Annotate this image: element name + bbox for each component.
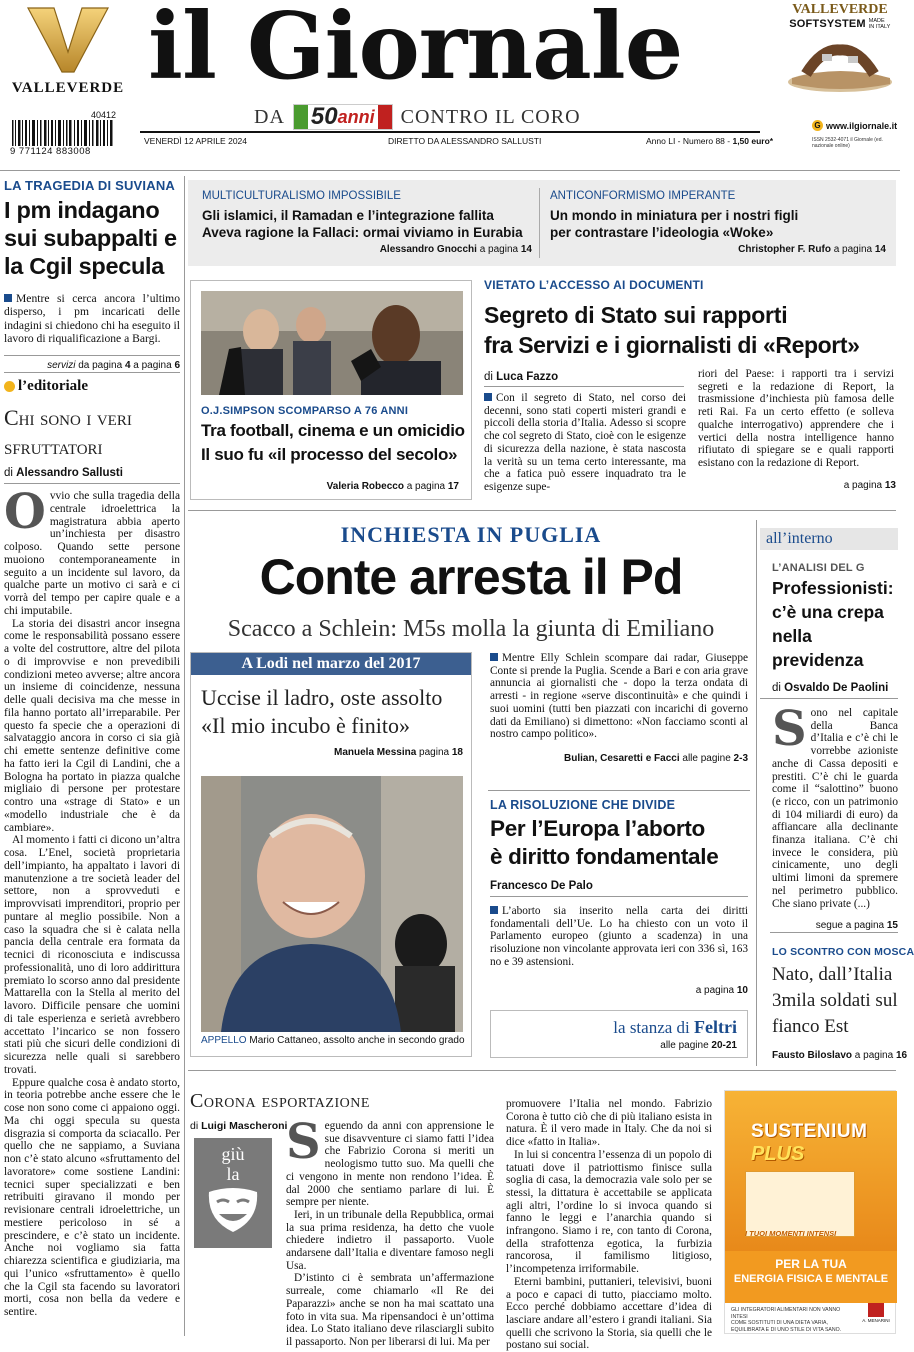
editoriale-author: di Alessandro Sallusti: [4, 467, 180, 484]
top-right-ref[interactable]: Christopher F. Rufo a pagina 14: [738, 244, 886, 255]
sustenium-slogan: I TUOI MOMENTI INTENSI: [745, 1229, 837, 1238]
report-author: di Luca Fazzo: [484, 371, 684, 387]
left-brand-text: VALLEVERDE: [11, 80, 125, 96]
right-brand-ad: [782, 2, 898, 100]
right-brand-valleverde: VALLEVERDE: [792, 2, 888, 17]
sustenium-box-image: [745, 1171, 855, 1237]
feltri-ref: alle pagine 20-21: [660, 1040, 737, 1051]
masthead-date: VENERDÌ 12 APRILE 2024: [144, 136, 248, 146]
interno-headline[interactable]: Professionisti: c’è una crepa nella previdenza: [772, 578, 894, 670]
main-headline[interactable]: Conte arresta il Pd: [259, 549, 683, 605]
mosca-article: [772, 946, 914, 1061]
right-brand-made: MADE IN ITALY: [868, 18, 891, 30]
masthead-tagline: [254, 104, 581, 130]
interno-body: Sono nel capitale della Banca d’Italia e c’è chi le vorrebbe azioniste anche di Cassa depositi e prestiti. C’è chi le guarda come il “salottino” buono (e ricco, con un patrimonio di 104 miliardi di euro) da affiancare alla declinante finanza italiana. C’è chi invece le considera, più cinicamente, uno degli ultimi limoni da spremere nel perimetro pubblico. Che siano private (...): [772, 701, 898, 910]
feltri-pre: la stanza di: [613, 1018, 695, 1037]
europa-line1[interactable]: Per l’Europa l’aborto: [490, 816, 705, 841]
suviana-body: Mentre si cerca ancora l’ultimo disperso, i pm incaricati delle indagini si chiedono chi ha eseguito il lavoro di riqualificazione a Bargi.: [4, 292, 180, 345]
mosca-headline[interactable]: Nato, dall’Italia 3mila soldati sul fianco Est: [772, 964, 898, 1037]
lodi-line2[interactable]: «Il mio incubo è finito»: [201, 713, 410, 738]
suviana-kicker: LA TRAGEDIA DI SUVIANA: [4, 178, 175, 193]
editoriale-dropcap: O: [4, 484, 46, 540]
menarini-icon: [868, 1303, 884, 1317]
mosca-ref[interactable]: Fausto Biloslavo a pagina 16: [772, 1050, 908, 1061]
tagline-50: 50: [310, 103, 338, 130]
masthead-rule: [140, 131, 760, 133]
left-brand-logo: [8, 2, 128, 94]
europa-kicker: LA RISOLUZIONE CHE DIVIDE: [490, 798, 676, 812]
bullet-square: [4, 294, 12, 302]
report-col1: Con il segreto di Stato, nel corso dei decenni, sono stati coperti misteri grandi e piccoli della storia d’Italia. Adesso si scopre che col segreto di Stato, cioè con le esigenze di sicurezza della nazione, è stata nascosta la verità su un tema certo interessante, ma che a fatica può essere inquadrato tra le esigenze supe-: [484, 392, 686, 493]
editoriale-g-icon: [4, 381, 15, 392]
top-right-kicker: ANTICONFORMISMO IMPERANTE: [550, 190, 736, 202]
tagline-da: DA: [254, 105, 285, 128]
top-left-kicker: MULTICULTURALISMO IMPOSSIBILE: [202, 190, 401, 202]
masthead-director: DIRETTO DA ALESSANDRO SALLUSTI: [388, 136, 542, 146]
oj-line1[interactable]: Tra football, cinema e un omicidio: [201, 421, 465, 440]
top-right-line1[interactable]: Un mondo in miniatura per i nostri figli: [550, 208, 799, 223]
editoriale-label: l’editoriale: [18, 378, 88, 394]
tagline-anni: anni: [337, 106, 375, 127]
corona-col2: promuovere l’Italia nel mondo. Fabrizio Corona è tutto ciò che di più italiano esista in natura. È il vero made in Italy. Che da noi si dice «fatto in Italia». In lui si concentra l’essenza di un popolo di tatuati dove il patriottismo finisce sulla soglia di casa, la democrazia vale solo per se stessi, la dittatura è accettabile se applicata agli altri, l’ordine lo si invoca quando si fanno le leggi e l’anarchia quando si infrangono. Siamo i re, con tanto di Corona, della strafottenza egotica, la furbizia rancorosa, il familismo litigioso, l’incompetenza irriformabile. Eterni bambini, puttanieri, televisivi, buoni a poco e capaci di tutto, piacciamo molto. Ecco perché dobbiamo accettare d’idea di lasciare andare all’estero i grandi italiani. Sia quelli che scrivono la Storia, sia quelli che le postano sui social.: [506, 1098, 712, 1352]
sustenium-line2: ENERGIA FISICA E MENTALE: [733, 1273, 889, 1285]
lodi-banner: A Lodi nel marzo del 2017: [191, 653, 471, 675]
comedy-mask-icon: [203, 1186, 263, 1236]
site-block: [812, 120, 898, 149]
barcode: [10, 110, 120, 156]
feltri-name: Feltri: [694, 1017, 737, 1037]
report-line1[interactable]: Segreto di Stato sui rapporti: [484, 302, 788, 328]
report-col2: riori del Paese: i rapporti tra i servizi segreti e la redazione di Report, la trasmissione d’inchiesta più famosa delle reti Rai. Fa un certo effetto (e solleva qualche interrogativo) apprendere che i vertici della nostra intelligence hanno rifiutato di spiegare se e quali rapporti esistano con la redazione di Report.: [698, 368, 894, 469]
lodi-box: [190, 652, 472, 1057]
oj-ref[interactable]: Valeria Robecco a pagina 17: [326, 481, 459, 492]
tagline-50anni-badge: [293, 104, 393, 130]
feltri-box[interactable]: [490, 1010, 748, 1058]
editoriale-body: Ovvio che sulla tragedia della centrale idroelettrica la magistratura abbia aperto un’inchiesta per disastro colposo. Quando sette persone muoiono contemporaneamente in seguito a un incidente sul lavoro, da qualche parte un motivo ci sarà e ci vorrà del tempo per capire quale e a chi imputabile. La storia dei disastri ancor insegna come le responsabilità possano essere a volte del costruttore, altre del pilota o di improvvise e non prevedibili condizioni meteo avverse; altre ancora un insieme di coincidenze, nessuna delle quali decisiva ma che messe in fila hanno portato all’irreparabile. Per questo fa specie che a operazioni di salvataggio ancora in corso ci sia già chi emette sentenze definitive come ha fatto ieri la Cgil di Landini, che a Bologna ha portato in piazza qualche migliaio di persone per protestare contro una «strage di Stato» e un «modello industriale che è da cambiare». Al momento i fatti ci dicono un’altra cosa. L’Enel, società proprietaria dell’impianto, ha appaltato i lavori di manutenzione a tre società leader del settore, non a sprovveduti e improvvisati imprenditori, proprio per puntare al meglio possibile. Non a caso la squadra che si è calata nella pancia della centrale era formata da tecnici di riconosciuta e indiscussa professionalità, uno di loro addirittura premiato lo scorso anno dal presidente Mattarella con la Stella al merito del lavoro. Difficile pensare che uomini di tale esperienza e serietà avrebbero accettato l’incarico se non fossero stati più che sicuri delle condizioni di sicurezza nelle quali si sarebbero trovati. Eppure qualche cosa è andato storto, in teoria potrebbe anche essere che le cose non sono come ci appaiono oggi. Ma chi oggi specula su questa disgrazia si comporta da sciacallo. Per quello che ne sappiamo, a Suviana non c’è stato alcuno «sfruttamento del lavoratore» come sostiene Landini: tecnici super specializzati e ben retribuiti giravano il mondo per revisionare centrali idroelettriche, un mestiere pericoloso in sé a prescindere, e c’è stato un incidente. Anche noi vogliamo sia fatta chiarezza scientifica e giudiziaria, ma qui l’unico «sfruttamento» è quello che la Cgil sta facendo su lavoratori morti, cosa non bella da vedere e sentire.: [4, 484, 180, 1318]
report-kicker: VIETATO L’ACCESSO AI DOCUMENTI: [484, 278, 704, 292]
main-subheadline[interactable]: Scacco a Schlein: M5s molla la giunta di Emiliano: [227, 616, 715, 642]
mosca-kicker: LO SCONTRO CON MOSCA: [772, 946, 914, 958]
lodi-photo: [201, 776, 463, 1032]
editoriale-title[interactable]: Chi sono i veri sfruttatori: [4, 405, 132, 459]
issn: ISSN 2532-4071 il Giornale (ed. nazionale online): [812, 137, 883, 149]
europa-line2[interactable]: è diritto fondamentale: [490, 844, 719, 869]
top-box: [188, 180, 896, 266]
main-ref[interactable]: Bulian, Cesaretti e Facci alle pagine 2-3: [564, 752, 748, 764]
g-logo-icon: G: [812, 120, 823, 131]
oj-kicker: O.J.SIMPSON SCOMPARSO A 76 ANNI: [201, 405, 409, 417]
masthead-issue: Anno LI - Numero 88 - 1,50 euro*: [646, 136, 774, 146]
tagline-contro: CONTRO IL CORO: [400, 105, 581, 128]
interno-column: [760, 528, 898, 931]
main-kicker: INCHIESTA IN PUGLIA: [340, 522, 602, 547]
sustenium-disclaimer: GLI INTEGRATORI ALIMENTARI NON VANNO INTESI COME SOSTITUTI DI UNA DIETA VARIA, EQUILIBRATA E DI UNO STILE DI VITA SANO.: [731, 1307, 842, 1333]
site-url[interactable]: www.ilgiornale.it: [826, 120, 898, 131]
corona-article: [190, 1090, 712, 1352]
europa-author: Francesco De Palo: [490, 880, 748, 897]
lodi-caption: APPELLO Mario Cattaneo, assolto anche in secondo grado: [201, 1035, 465, 1046]
corona-title[interactable]: Corona esportazione: [190, 1090, 370, 1112]
suviana-headline[interactable]: I pm indagano sui subappalti e la Cgil specula: [4, 197, 177, 279]
barcode-number: 40412: [90, 110, 116, 120]
top-right-line2[interactable]: per contrastare l’ideologia «Woke»: [550, 225, 774, 240]
report-ref[interactable]: a pagina 13: [843, 480, 896, 491]
corona-author: di Luigi Mascheroni: [190, 1120, 288, 1132]
top-left-line2[interactable]: Aveva ragione la Fallaci: ormai viviamo in Eurabia: [202, 225, 523, 240]
right-brand-softsystem: SOFTSYSTEM: [789, 18, 866, 30]
europa-ref[interactable]: a pagina 10: [695, 984, 748, 996]
interno-author: di Osvaldo De Paolini: [760, 682, 898, 699]
interno-ref[interactable]: segue a pagina 15: [815, 920, 898, 932]
valleverde-v-icon: [8, 2, 128, 74]
interno-label: all’interno: [760, 528, 898, 550]
giu-la-badge: giù la: [194, 1138, 272, 1248]
europa-article: LA RISOLUZIONE CHE DIVIDE Per l’Europa l’aborto è diritto fondamentale Francesco De Palo L’aborto sia inserito nella carta dei diritti fondamentali dell’Ue. Lo ha chiesto con un voto il Parlamento europeo (giunto a scadenza) in una risoluzione non vincolante approvata ieri con 336 sì, 163 no e 39 astensioni. a pagina 10: [490, 798, 748, 996]
barcode-bars: [10, 120, 116, 146]
sustenium-plus: PLUS: [751, 1143, 805, 1165]
sustenium-line1: PER LA TUA: [775, 1257, 847, 1271]
report-line2[interactable]: fra Servizi e i giornalisti di «Report»: [484, 332, 860, 358]
barcode-digits: 9 771124 883008: [10, 146, 91, 157]
lodi-line1[interactable]: Uccise il ladro, oste assolto: [201, 685, 443, 710]
interno-kicker: L’ANALISI DEL G: [772, 562, 865, 574]
column-divider: [184, 176, 185, 1336]
oj-box: [190, 280, 472, 500]
suviana-article: [4, 178, 180, 371]
oj-line2[interactable]: Il suo fu «il processo del secolo»: [201, 445, 458, 464]
main-body: Mentre Elly Schlein scompare dai radar, Giuseppe Conte si prende la Puglia. Scende a Bari e con aria grave annuncia ai giornalisti che - dopo la terza ondata di arresti - in regione «serve discontinuità» e che quindi i suoi uomini (tutti ben piazzati con incarichi di governo dati da Emiliano) si dimettono: «Non facciamo sconti al nostro campo politico». Bulian, Cesaretti e Facci alle pagine 2-3: [490, 652, 748, 764]
masthead-bottom-rule: [0, 170, 900, 171]
masthead-title: il Giornale: [148, 0, 683, 100]
oj-photo: [201, 291, 463, 395]
sustenium-ad[interactable]: [724, 1090, 896, 1334]
corona-col1: Seguendo da anni con apprensione le sue disavventure ci siamo fatti l’idea che Fabrizio Corona si meriti un neologismo tutto suo. Ma quelli che ci vengono in mente non rendono l’idea. È dal 2000 che sentiamo parlare di lui. È sempre per niente. Ieri, in un tribunale della Repubblica, ormai la sua prima residenza, ha detto che vuole chiedere indietro il passaporto. Vuole andarsene dall’Italia e diventare famoso negli Usa. D’istinto ci è sembrata un’affermazione surreale, come chiamarlo «Il Re dei Paparazzi» anche se non ha mai scattato una foto in vita sua. Ma ripensandoci è un’ottima idea. Lo Stato italiano deve rilasciargli subito il passaporto. Non per liberarsi di lui. Ma per: [286, 1114, 494, 1348]
suviana-ref[interactable]: servizi da pagina 4 a pagina 6: [47, 360, 180, 372]
report-article: [484, 278, 896, 493]
menarini-logo: A. MENARINI: [861, 1303, 891, 1323]
top-left-line1[interactable]: Gli islamici, il Ramadan e l’integrazione fallita: [202, 208, 494, 223]
sandal-image: [782, 34, 898, 96]
sustenium-brand: SUSTENIUM: [751, 1121, 868, 1142]
lodi-ref[interactable]: Manuela Messina pagina 18: [334, 747, 463, 758]
top-left-ref[interactable]: Alessandro Gnocchi a pagina 14: [379, 244, 532, 255]
editoriale: [4, 378, 180, 1319]
